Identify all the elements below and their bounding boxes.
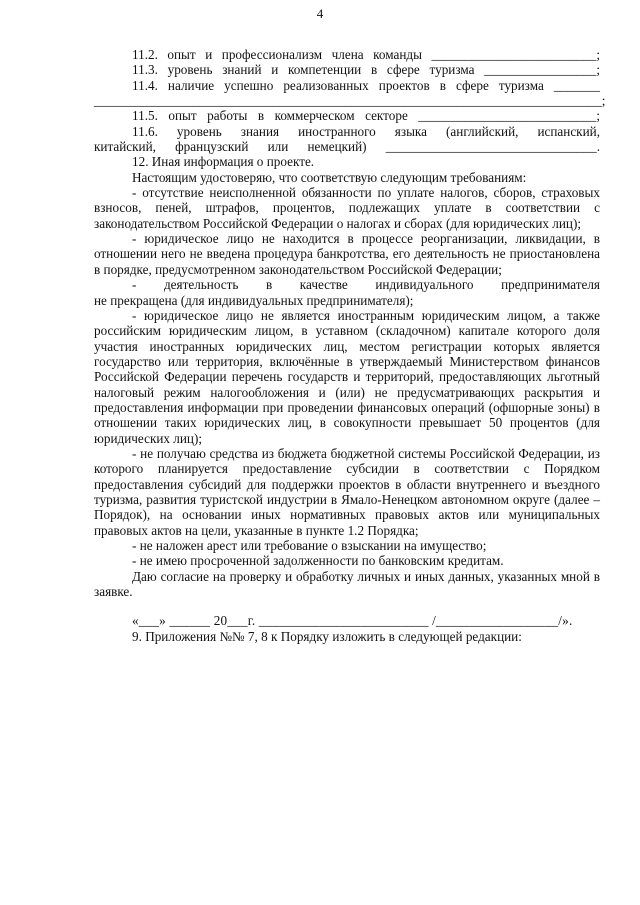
requirement-foreign-entity: - юридическое лицо не является иностранным юридическим лицом, а также российским юридическим лицом, в уставном (складочном) капитале которого доля участия иностранных юридических лиц, местом регистрации которых является государство или территория, включённые в утверждаемый Министерством финансов Российской Федерации перечень государств и территорий, предоставляющих льготный налоговый режим налогообложения и (или) не предусматривающих раскрытия и предоставления информации при проведении финансовых операций (офшорные зоны) в отношении таких юридических лиц, в совокупности превышает 50 процентов (для юридических лиц); xyxy=(94,307,600,446)
page-number: 4 xyxy=(316,6,324,21)
requirement-reorganization: - юридическое лицо не находится в процессе реорганизации, ликвидации, в отношении него не введена процедура банкротства, его деятельность не приостановлена в порядке, предусмотренном законодательством Российской Федерации; xyxy=(94,231,600,277)
requirement-budget-funds: - не получаю средства из бюджета бюджетной системы Российской Федерации, из которого планируется предоставление субсидии в соответствии с Порядком предоставления субсидий для поддержки проектов в области внутреннего и въездного туризма, развития туристской индустрии в Ямало-Ненецком автономном округе (далее – Порядок), на основании иных нормативных правовых актов или муниципальных правовых актов на цели, указанные в пункте 1.2 Порядка; xyxy=(94,445,600,538)
requirement-no-overdue-debt: - не имею просроченной задолженности по банковским кредитам. xyxy=(132,553,504,569)
requirement-entrepreneur-line2: не прекращена (для индивидуальных предпринимателя); xyxy=(94,292,414,308)
signature-line: «___» ______ 20___г. _________________________ /__________________/». xyxy=(132,613,573,629)
item-11-4-line1: 11.4. наличие успешно реализованных проектов в сфере туризма _______ xyxy=(132,77,600,93)
item-9: 9. Приложения №№ 7, 8 к Порядку изложить в следующей редакции: xyxy=(132,628,522,644)
item-11-6-line2: китайский, французский или немецкий) ________________________________. xyxy=(94,139,600,155)
item-11-4-line2: _____________________________________________________________________________; xyxy=(94,93,606,109)
document-body xyxy=(94,47,606,644)
item-11-6-line1: 11.6. уровень знания иностранного языка (английский, испанский, xyxy=(132,123,600,139)
item-12: 12. Иная информация о проекте. xyxy=(132,154,315,170)
requirement-taxes: - отсутствие неисполненной обязанности по уплате налогов, сборов, страховых взносов, пеней, штрафов, процентов, подлежащих уплате в соответствии с законодательством Российской Федерации о налогах и сборах (для юридических лиц); xyxy=(94,185,600,231)
certify-intro: Настоящим удостоверяю, что соответствую следующим требованиям: xyxy=(132,169,527,185)
item-11-3: 11.3. уровень знаний и компетенции в сфере туризма _________________; xyxy=(132,62,600,78)
requirement-no-arrest: - не наложен арест или требование о взыскании на имущество; xyxy=(132,538,487,553)
item-11-2: 11.2. опыт и профессионализм члена команды _________________________; xyxy=(132,47,600,62)
requirement-entrepreneur-line1: - деятельность в качестве индивидуального предпринимателя xyxy=(132,277,600,293)
consent-statement: Даю согласие на проверку и обработку личных и иных данных, указанных мной в заявке. xyxy=(94,568,600,600)
item-11-5: 11.5. опыт работы в коммерческом секторе ___________________________; xyxy=(132,108,600,124)
